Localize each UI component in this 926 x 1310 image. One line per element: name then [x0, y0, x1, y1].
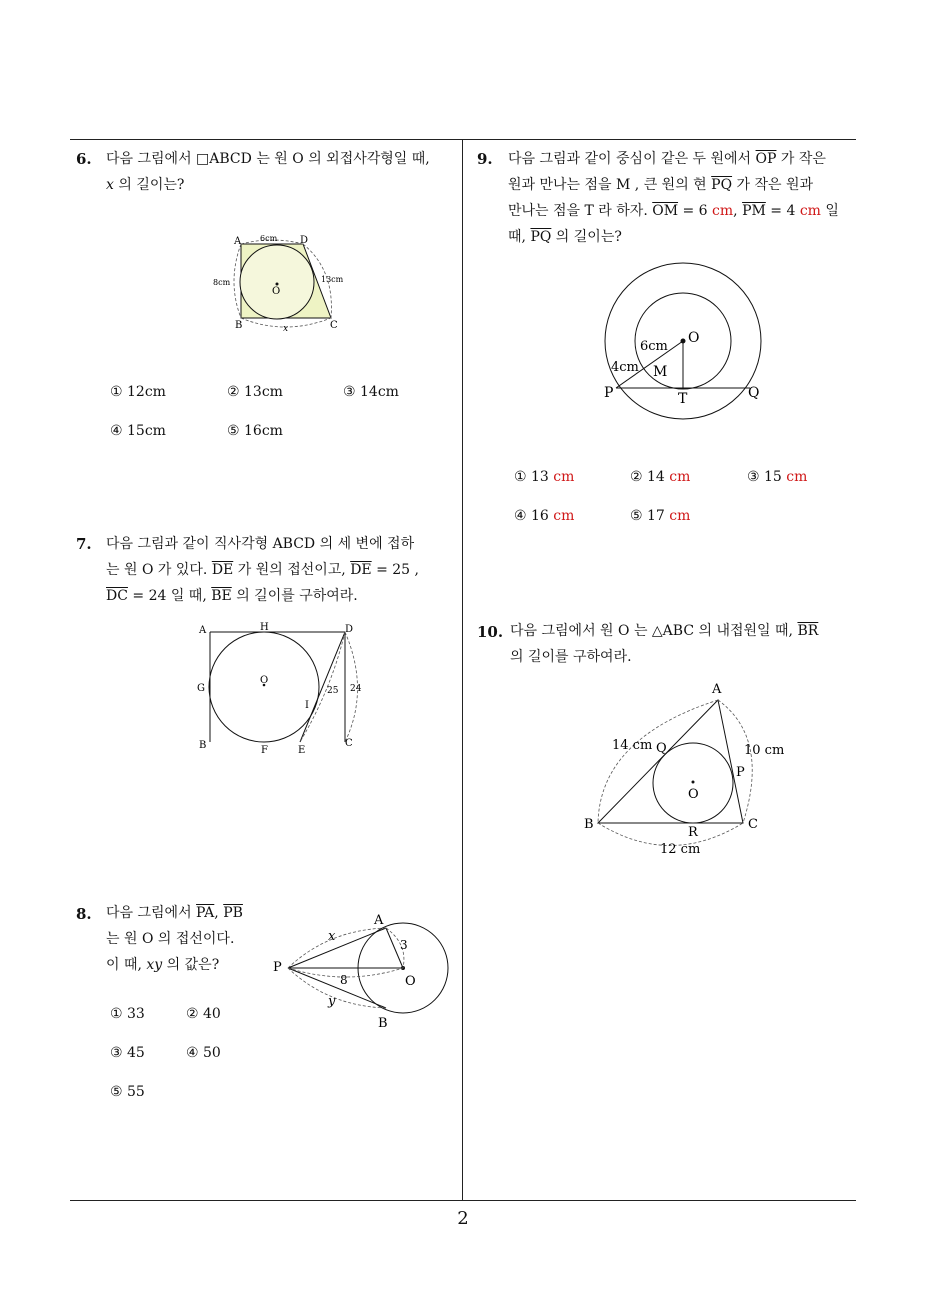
q6-option-3[interactable]: ③ 14cm: [343, 384, 399, 400]
q9-line3: 만나는 점을 T 라 하자. $\overline{OM} = 6$ cm, $\overline{PM} = 4$ cm 일: [508, 203, 839, 219]
column-divider: [462, 139, 463, 1201]
q8-fig-y: y: [328, 994, 336, 1009]
q10-line1: 다음 그림에서 원 O 는 △ABC 의 내접원일 때, $\overline{BR}$: [510, 623, 819, 639]
q6-option-4[interactable]: ④ 15cm: [110, 423, 166, 439]
q9-fig-Q: Q: [748, 385, 760, 401]
q8-number: 8.: [76, 905, 92, 923]
q9-option-1[interactable]: ① 13 cm: [514, 469, 575, 485]
q6-fig-right: 13cm: [321, 275, 344, 284]
q8-option-4[interactable]: ④ 50: [186, 1045, 221, 1061]
q7-fig-E: E: [298, 745, 306, 755]
q9-line2: 원과 만나는 점을 M , 큰 원의 현 $\overline{PQ}$ 가 작은 원과: [508, 177, 814, 193]
q6-fig-D: D: [300, 235, 309, 246]
q8-fig-x: x: [328, 929, 336, 944]
q6-fig-O: O: [272, 286, 281, 297]
q6-option-1[interactable]: ① 12cm: [110, 384, 166, 400]
q6-figure: [205, 230, 355, 335]
q8-option-1[interactable]: ① 33: [110, 1006, 145, 1022]
q9-fig-pm: 4cm: [611, 360, 639, 375]
q8-line1: 다음 그림에서 $\overline{PA}$, $\overline{PB}$: [106, 905, 243, 921]
q9-number: 9.: [477, 150, 493, 168]
q7-fig-F: F: [261, 745, 268, 755]
q6-text: [106, 146, 458, 198]
q6-option-5[interactable]: ⑤ 16cm: [227, 423, 283, 439]
q9-fig-om: 6cm: [640, 339, 668, 354]
q10-fig-bc: 12 cm: [660, 842, 701, 857]
q10-line2: 의 길이를 구하여라.: [510, 649, 632, 665]
q6-fig-B: B: [235, 320, 243, 331]
q6-fig-left: 8cm: [213, 278, 231, 287]
q6-fig-C: C: [330, 320, 338, 331]
q6-number: 6.: [76, 150, 92, 168]
q6-fig-x: x: [283, 324, 289, 334]
q9-fig-P: P: [604, 385, 614, 401]
q8-text: [106, 900, 271, 978]
q6-line1: 다음 그림에서 □ABCD 는 원 O 의 외접사각형일 때,: [106, 151, 430, 167]
q8-line2: 는 원 O 의 접선이다.: [106, 931, 235, 947]
q8-line3: 이 때, xy 의 값은?: [106, 957, 220, 973]
q10-fig-ac: 10 cm: [744, 743, 785, 758]
top-rule: [70, 139, 856, 140]
q7-line2: 는 원 O 가 있다. $\overline{DE}$ 가 원의 접선이고, $\overline{DE} = 25$ ,: [106, 562, 419, 578]
q6-line2: x 의 길이는?: [106, 177, 185, 193]
q8-option-3[interactable]: ③ 45: [110, 1045, 145, 1061]
q8-fig-A: A: [374, 913, 384, 928]
q7-fig-H: H: [260, 622, 269, 633]
q10-fig-Q: Q: [656, 741, 667, 756]
page-number: 2: [457, 1208, 469, 1229]
q7-fig-dc: 24: [350, 684, 362, 694]
q8-figure: [268, 908, 458, 1033]
q10-fig-B: B: [584, 817, 594, 832]
q9-line1: 다음 그림과 같이 중심이 같은 두 원에서 $\overline{OP}$ 가 작은: [508, 151, 826, 167]
q7-fig-G: G: [197, 683, 205, 694]
q8-fig-O: O: [405, 974, 416, 989]
q7-fig-de: 25: [327, 686, 339, 696]
q8-option-5[interactable]: ⑤ 55: [110, 1084, 145, 1100]
q9-option-3[interactable]: ③ 15 cm: [747, 469, 808, 485]
q9-fig-O: O: [688, 330, 700, 346]
q6-fig-A: A: [234, 236, 242, 247]
q9-text: [508, 146, 860, 250]
bottom-rule: [70, 1200, 856, 1201]
q7-fig-B: B: [199, 740, 207, 751]
q10-fig-O: O: [688, 787, 699, 802]
q9-line4: 때, $\overline{PQ}$ 의 길이는?: [508, 229, 622, 245]
q7-line1: 다음 그림과 같이 직사각형 ABCD 의 세 변에 접하: [106, 536, 415, 552]
q9-fig-M: M: [653, 364, 668, 380]
q8-fig-B: B: [378, 1016, 388, 1031]
q9-figure: [598, 258, 773, 428]
q7-fig-C: C: [345, 738, 353, 749]
q10-fig-A: A: [712, 682, 722, 697]
q10-fig-ab: 14 cm: [612, 738, 653, 753]
q10-number: 10.: [477, 623, 504, 641]
q9-fig-T: T: [678, 391, 688, 407]
q9-option-5[interactable]: ⑤ 17 cm: [630, 508, 691, 524]
q10-fig-R: R: [688, 825, 698, 840]
q6-fig-top: 6cm: [260, 234, 278, 243]
q7-fig-D: D: [345, 624, 354, 635]
q7-figure: [195, 620, 370, 755]
q9-option-4[interactable]: ④ 16 cm: [514, 508, 575, 524]
q8-fig-P: P: [273, 960, 282, 975]
q7-fig-A: A: [199, 625, 207, 636]
q7-number: 7.: [76, 535, 92, 553]
q10-figure: [580, 678, 795, 860]
q7-fig-O: O: [260, 675, 269, 686]
q7-line3: $\overline{DC} = 24$ 일 때, $\overline{BE}$ 의 길이를 구하여라.: [106, 588, 358, 604]
q9-option-2[interactable]: ② 14 cm: [630, 469, 691, 485]
q10-text: [510, 618, 862, 670]
q7-fig-I: I: [305, 700, 309, 711]
q10-fig-C: C: [748, 817, 758, 832]
q8-option-2[interactable]: ② 40: [186, 1006, 221, 1022]
q8-fig-r: 3: [400, 938, 408, 952]
q6-option-2[interactable]: ② 13cm: [227, 384, 283, 400]
q8-fig-po: 8: [340, 973, 348, 987]
q10-fig-P: P: [736, 765, 745, 780]
q7-text: [106, 531, 458, 609]
